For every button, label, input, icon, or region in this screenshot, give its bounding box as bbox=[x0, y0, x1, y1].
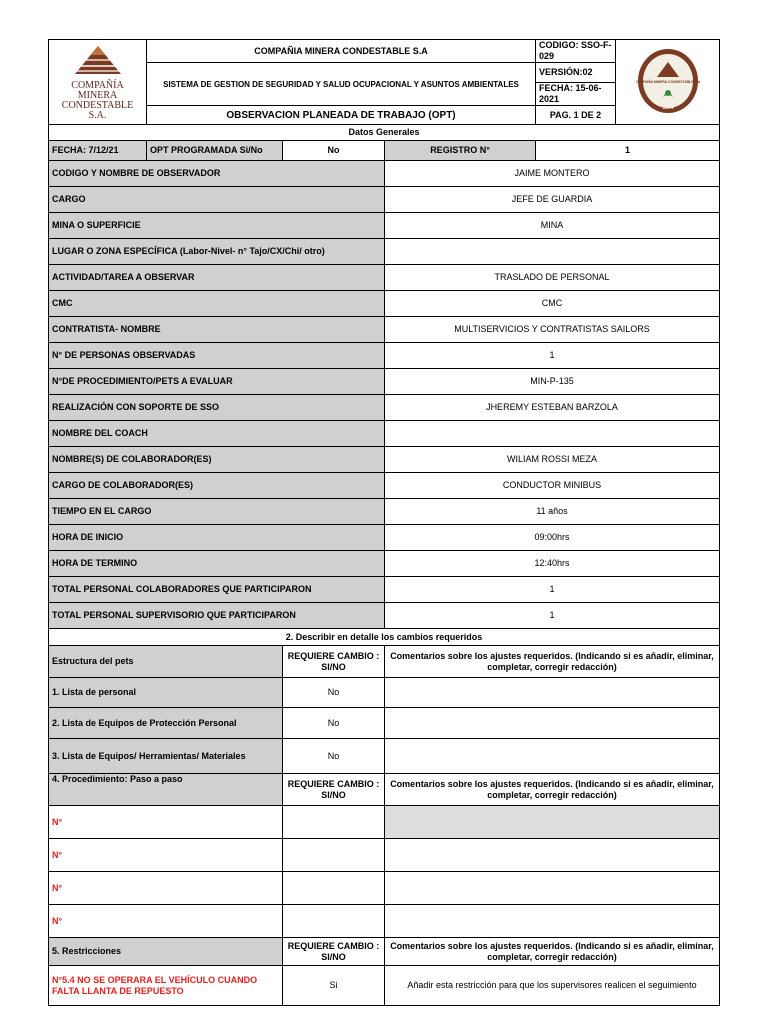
mountain-logo-icon bbox=[67, 44, 129, 78]
paso-comment[interactable] bbox=[385, 806, 720, 839]
system-name: SISTEMA DE GESTION DE SEGURIDAD Y SALUD OCUPACIONAL Y ASUNTOS AMBIENTALES bbox=[147, 63, 536, 106]
restriccion-requiere[interactable]: Si bbox=[283, 966, 385, 1006]
field-value[interactable]: CONDUCTOR MINIBUS bbox=[385, 473, 720, 499]
seal-year: 1964 bbox=[661, 104, 674, 111]
opt-form bbox=[48, 39, 719, 1006]
field-value[interactable]: 1 bbox=[385, 603, 720, 629]
field-label: HORA DE TERMINO bbox=[49, 551, 385, 577]
pets-item-comment[interactable] bbox=[385, 708, 720, 739]
datos-generales-title: Datos Generales bbox=[49, 125, 720, 141]
field-value[interactable]: JEFE DE GUARDIA bbox=[385, 187, 720, 213]
pets-item-requiere[interactable]: No bbox=[283, 739, 385, 774]
field-value[interactable] bbox=[385, 421, 720, 447]
col-requiere-header: REQUIERE CAMBIO : SI/NO bbox=[283, 938, 385, 966]
procedimiento-label: 4. Procedimiento: Paso a paso bbox=[49, 774, 283, 806]
registro-value[interactable]: 1 bbox=[536, 141, 720, 161]
field-label: TOTAL PERSONAL SUPERVISORIO QUE PARTICIPARON bbox=[49, 603, 385, 629]
field-value[interactable]: 1 bbox=[385, 343, 720, 369]
field-value[interactable]: 12:40hrs bbox=[385, 551, 720, 577]
field-value[interactable]: 1 bbox=[385, 577, 720, 603]
restricciones-label: 5. Restricciones bbox=[49, 938, 283, 966]
pets-item-requiere[interactable]: No bbox=[283, 708, 385, 739]
field-value[interactable]: JHEREMY ESTEBAN BARZOLA bbox=[385, 395, 720, 421]
field-label: TOTAL PERSONAL COLABORADORES QUE PARTICIPARON bbox=[49, 577, 385, 603]
paso-requiere[interactable] bbox=[283, 839, 385, 872]
page-number: PAG. 1 DE 2 bbox=[536, 106, 616, 125]
paso-comment[interactable] bbox=[385, 872, 720, 905]
form-title: OBSERVACION PLANEADA DE TRABAJO (OPT) bbox=[147, 106, 536, 125]
field-label: LUGAR O ZONA ESPECÍFICA (Labor-Nivel- n° Tajo/CX/Chi/ otro) bbox=[49, 239, 385, 265]
pets-item: 3. Lista de Equipos/ Herramientas/ Materiales bbox=[49, 739, 283, 774]
logo-line-1: COMPAÑÍA MINERA bbox=[71, 79, 124, 101]
field-value[interactable]: TRASLADO DE PERSONAL bbox=[385, 265, 720, 291]
form-table bbox=[48, 39, 720, 1006]
col-comentarios-header: Comentarios sobre los ajustes requeridos. (Indicando si es añadir, eliminar, completar, corregir redacción) bbox=[385, 774, 720, 806]
field-label: REALIZACIÓN CON SOPORTE DE SSO bbox=[49, 395, 385, 421]
field-label: MINA O SUPERFICIE bbox=[49, 213, 385, 239]
col-estructura-header: Estructura del pets bbox=[49, 646, 283, 678]
paso-number: N° bbox=[49, 806, 283, 839]
paso-requiere[interactable] bbox=[283, 806, 385, 839]
fecha-label: FECHA: 7/12/21 bbox=[49, 141, 147, 161]
pets-item-comment[interactable] bbox=[385, 678, 720, 708]
restriccion-label: N°5.4 NO SE OPERARA EL VEHÍCULO CUANDO FALTA LLANTA DE REPUESTO bbox=[49, 966, 283, 1006]
fecha-doc: FECHA: 15-06-2021 bbox=[536, 83, 616, 106]
logo-line-2: CONDESTABLE S.A. bbox=[61, 99, 134, 121]
pets-item: 2. Lista de Equipos de Protección Personal bbox=[49, 708, 283, 739]
pets-item-requiere[interactable]: No bbox=[283, 678, 385, 708]
field-label: CARGO DE COLABORADOR(ES) bbox=[49, 473, 385, 499]
paso-requiere[interactable] bbox=[283, 905, 385, 938]
paso-requiere[interactable] bbox=[283, 872, 385, 905]
registro-label: REGISTRO N° bbox=[385, 141, 536, 161]
field-value[interactable]: WILIAM ROSSI MEZA bbox=[385, 447, 720, 473]
field-value[interactable] bbox=[385, 239, 720, 265]
opt-programada-label: OPT PROGRAMADA Si/No bbox=[147, 141, 283, 161]
company-seal bbox=[616, 40, 720, 125]
field-value[interactable]: 11 años bbox=[385, 499, 720, 525]
paso-comment[interactable] bbox=[385, 839, 720, 872]
col-requiere-header: REQUIERE CAMBIO : SI/NO bbox=[283, 646, 385, 678]
field-value[interactable]: MIN-P-135 bbox=[385, 369, 720, 395]
company-logo bbox=[49, 40, 147, 125]
paso-comment[interactable] bbox=[385, 905, 720, 938]
paso-number: N° bbox=[49, 905, 283, 938]
version: VERSIÓN:02 bbox=[536, 63, 616, 83]
field-label: CONTRATISTA- NOMBRE bbox=[49, 317, 385, 343]
field-value[interactable]: CMC bbox=[385, 291, 720, 317]
field-label: NOMBRE(S) DE COLABORADOR(ES) bbox=[49, 447, 385, 473]
field-label: TIEMPO EN EL CARGO bbox=[49, 499, 385, 525]
pets-item: 1. Lista de personal bbox=[49, 678, 283, 708]
field-value[interactable]: MINA bbox=[385, 213, 720, 239]
field-label: CODIGO Y NOMBRE DE OBSERVADOR bbox=[49, 161, 385, 187]
cambios-title: 2. Describir en detalle los cambios requeridos bbox=[49, 629, 720, 646]
company-name: COMPAÑIA MINERA CONDESTABLE S.A bbox=[147, 40, 536, 63]
field-label: ACTIVIDAD/TAREA A OBSERVAR bbox=[49, 265, 385, 291]
field-value[interactable]: MULTISERVICIOS Y CONTRATISTAS SAILORS bbox=[385, 317, 720, 343]
field-value[interactable]: JAIME MONTERO bbox=[385, 161, 720, 187]
paso-number: N° bbox=[49, 839, 283, 872]
restriccion-comment[interactable]: Añadir esta restricción para que los supervisores realicen el seguimiento bbox=[385, 966, 720, 1006]
seal-icon bbox=[636, 47, 700, 115]
field-label: CMC bbox=[49, 291, 385, 317]
paso-number: N° bbox=[49, 872, 283, 905]
col-requiere-header: REQUIERE CAMBIO : SI/NO bbox=[283, 774, 385, 806]
pets-item-comment[interactable] bbox=[385, 739, 720, 774]
col-comentarios-header: Comentarios sobre los ajustes requeridos. (Indicando si es añadir, eliminar, completar, corregir redacción) bbox=[385, 938, 720, 966]
field-label: N° DE PERSONAS OBSERVADAS bbox=[49, 343, 385, 369]
field-label: NOMBRE DEL COACH bbox=[49, 421, 385, 447]
opt-programada-value[interactable]: No bbox=[283, 141, 385, 161]
field-label: HORA DE INICIO bbox=[49, 525, 385, 551]
field-label: CARGO bbox=[49, 187, 385, 213]
seal-text: COMPAÑÍA MINERA CONDESTABLE S.A. bbox=[635, 79, 700, 84]
codigo: CODIGO: SSO-F-029 bbox=[536, 40, 616, 63]
col-comentarios-header: Comentarios sobre los ajustes requeridos. (Indicando si es añadir, eliminar, completar, corregir redacción) bbox=[385, 646, 720, 678]
field-value[interactable]: 09:00hrs bbox=[385, 525, 720, 551]
field-label: N°DE PROCEDIMIENTO/PETS A EVALUAR bbox=[49, 369, 385, 395]
